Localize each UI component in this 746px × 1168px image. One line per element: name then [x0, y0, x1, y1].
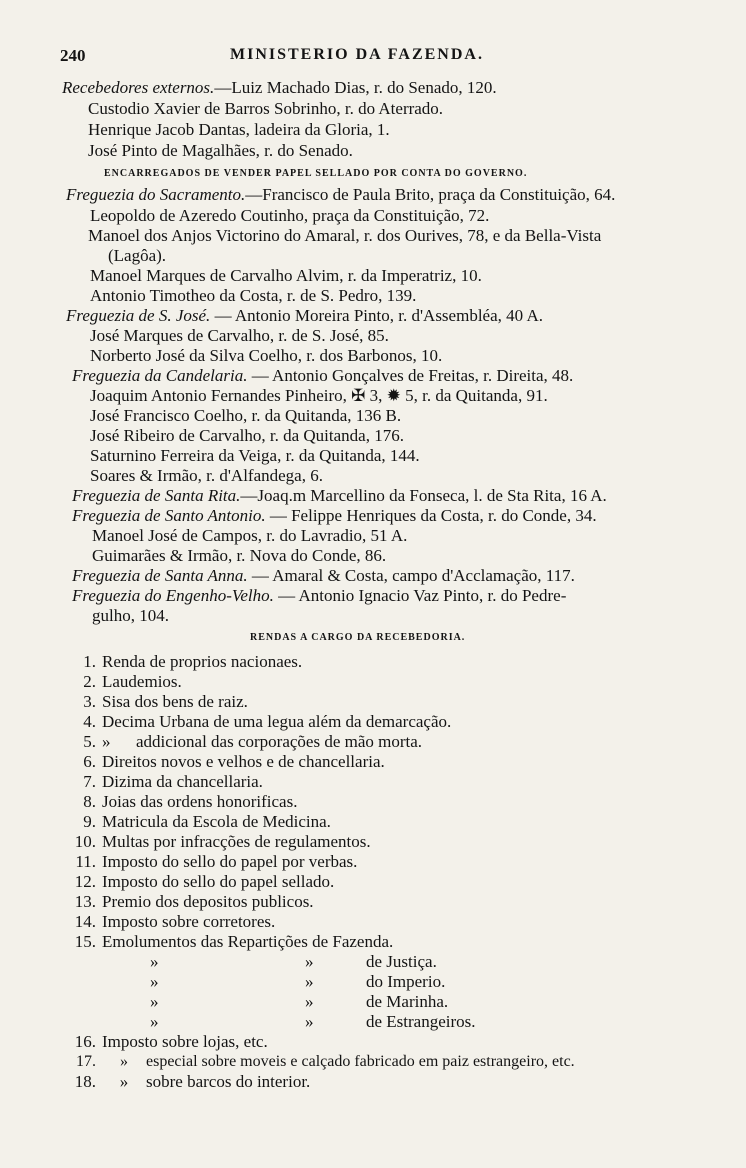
encarregados-line: Antonio Timotheo da Costa, r. de S. Pedro, 139.: [90, 286, 417, 305]
list-item: 12. Imposto do sello do papel sellado.: [74, 872, 335, 891]
list-item: 2. Laudemios.: [83, 672, 182, 691]
encarregados-line: Freguezia do Sacramento.—Francisco de Paula Brito, praça da Constituição, 64.: [66, 185, 616, 204]
encarregados-line: José Marques de Carvalho, r. de S. José, 85.: [90, 326, 389, 345]
encarregados-line: José Ribeiro de Carvalho, r. da Quitanda, 176.: [90, 426, 404, 445]
list-item: 14. Imposto sobre corretores.: [74, 912, 276, 931]
list-item: 3. Sisa dos bens de raiz.: [83, 692, 248, 711]
list-item: 13. Premio dos depositos publicos.: [74, 892, 314, 911]
page-header: [60, 46, 700, 68]
document-page: 240 MINISTERIO DA FAZENDA. Recebedores externos.—Luiz Machado Dias, r. do Senado, 120. Custodio Xavier de Barros Sobrinho, r. do Aterrado. Henrique Jacob Dantas, ladeira da Gloria, 1. José Pinto de Magalhães, r. do Senado. ENCARREGADOS DE VENDER PAPEL SELLADO POR CONTA DO GOVERNO. Freguezia do Sacramento.—Francisco de Paula Brito, praça da Constituição, 64. Leopoldo de Azeredo Coutinho, praça da Constituição, 72. Manoel dos Anjos Victorino do Amaral, r. dos Ourives, 78, e da Bella-Vista (Lagôa). Manoel Marques de Carvalho Alvim, r. da Imperatriz, 10. Antonio Timotheo da Costa, r. de S. Pedro, 139. Freguezia de S. José. — Antonio Moreira Pinto, r. d'Assembléa, 40 A. José Marques de Carvalho, r. de S. José, 85. Norberto José da Silva Coelho, r. dos Barbonos, 10. Freguezia da Candelaria. — Antonio Gonçalves de Freitas, r. Direita, 48. Joaquim Antonio Fernandes Pinheiro, ✠ 3, ✹ 5, r. da Quitanda, 91. José Francisco Coelho, r. da Quitanda, 136 B. José Ribeiro de Carvalho, r. da Quitanda, 176. Saturnino Ferreira da Veiga, r. da Quitanda, 144. Soares & Irmão, r. d'Alfandega, 6. Freguezia de Santa Rita.—Joaq.m Marcellino da Fonseca, l. de Sta Rita, 16 A. Freguezia de Santo Antonio. — Felippe Henriques da Costa, r. do Conde, 34. Manoel José de Campos, r. do Lavradio, 51 A. Guimarães & Irmão, r. Nova do Conde, 86. Freguezia de Santa Anna. — Amaral & Costa, campo d'Acclamação, 117. Freguezia do Engenho-Velho. — Antonio Ignacio Vaz Pinto, r. do Pedre- gulho, 104. RENDAS A CARGO DA RECEBEDORIA. 1. Renda de proprios nacionaes. 2. Laudemios. 3. Sisa dos bens de raiz. 4. Decima Urbana de uma legua além da demarcação. 5. » addicional das corporações de mão morta. 6. Direitos novos e velhos e de chancellaria. 7. Dizima da chancellaria. 8. Joias das ordens honorificas. 9. Matricula da Escola de Medicina. 10. Multas por infracções de regulamentos. 11. Imposto do sello do papel por verbas. 12. Imposto do sello do papel sellado. 13. Premio dos depositos publicos. 14. Imposto sobre corretores. 15. Emolumentos das Repartições de Fazenda. » » de Justiça. » » do Imperio. » » de Marinha. » » de Estrangeiros. 16. Imposto sobre lojas, etc. 17. » especial sobre moveis e calçado fabricado em paiz estrangeiro, etc. 18. » sobre barcos do interior.: [0, 0, 746, 1168]
encarregados-line: Freguezia de Santo Antonio. — Felippe Henriques da Costa, r. do Conde, 34.: [72, 506, 597, 525]
encarregados-line: Soares & Irmão, r. d'Alfandega, 6.: [90, 466, 323, 485]
recebedores-line-1: Recebedores externos.—Luiz Machado Dias, r. do Senado, 120.: [62, 78, 497, 97]
encarregados-line: Joaquim Antonio Fernandes Pinheiro, ✠ 3, ✹ 5, r. da Quitanda, 91.: [90, 386, 548, 405]
encarregados-line: Manoel dos Anjos Victorino do Amaral, r. dos Ourives, 78, e da Bella-Vista: [88, 226, 602, 245]
recebedores-line-2: Custodio Xavier de Barros Sobrinho, r. do Aterrado.: [88, 99, 444, 118]
encarregados-line: Guimarães & Irmão, r. Nova do Conde, 86.: [92, 546, 387, 565]
running-title: MINISTERIO DA FAZENDA.: [230, 46, 484, 63]
encarregados-line: Freguezia de S. José. — Antonio Moreira Pinto, r. d'Assembléa, 40 A.: [66, 306, 543, 325]
encarregados-line: Manoel José de Campos, r. do Lavradio, 51 A.: [92, 526, 408, 545]
encarregados-line: José Francisco Coelho, r. da Quitanda, 136 B.: [90, 406, 402, 425]
list-item: 16. Imposto sobre lojas, etc.: [74, 1032, 268, 1051]
list-item: 5. » addicional das corporações de mão morta.: [83, 732, 423, 751]
recebedores-line-4: José Pinto de Magalhães, r. do Senado.: [88, 141, 353, 160]
encarregados-line: Leopoldo de Azeredo Coutinho, praça da Constituição, 72.: [90, 206, 490, 225]
section-title-rendas: RENDAS A CARGO DA RECEBEDORIA.: [250, 632, 466, 643]
list-item: 4. Decima Urbana de uma legua além da demarcação.: [83, 712, 452, 731]
encarregados-line: Freguezia de Santa Rita.—Joaq.m Marcellino da Fonseca, l. de Sta Rita, 16 A.: [72, 486, 607, 505]
list-item: 10. Multas por infracções de regulamentos.: [74, 832, 371, 851]
list-item: 7. Dizima da chancellaria.: [83, 772, 263, 791]
list-item: 8. Joias das ordens honorificas.: [83, 792, 298, 811]
list-item: 1. Renda de proprios nacionaes.: [83, 652, 303, 671]
list-item: 15. Emolumentos das Repartições de Fazenda.: [74, 932, 394, 951]
encarregados-line: Norberto José da Silva Coelho, r. dos Barbonos, 10.: [90, 346, 443, 365]
list-item: 9. Matricula da Escola de Medicina.: [83, 812, 331, 831]
list-item: 17. » especial sobre moveis e calçado fabricado em paiz estrangeiro, etc.: [76, 1053, 575, 1070]
encarregados-line: Freguezia da Candelaria. — Antonio Gonçalves de Freitas, r. Direita, 48.: [72, 366, 574, 385]
section-title-encarregados: ENCARREGADOS DE VENDER PAPEL SELLADO POR CONTA DO GOVERNO.: [104, 168, 528, 179]
encarregados-line: Manoel Marques de Carvalho Alvim, r. da Imperatriz, 10.: [90, 266, 482, 285]
encarregados-line: Saturnino Ferreira da Veiga, r. da Quitanda, 144.: [90, 446, 420, 465]
list-item: 18. » sobre barcos do interior.: [74, 1072, 311, 1091]
encarregados-line: Freguezia do Engenho-Velho. — Antonio Ignacio Vaz Pinto, r. do Pedre-: [72, 586, 567, 605]
encarregados-line: Freguezia de Santa Anna. — Amaral & Costa, campo d'Acclamação, 117.: [72, 566, 575, 585]
page-number: 240: [60, 46, 86, 65]
encarregados-line: gulho, 104.: [92, 606, 169, 625]
list-item: 6. Direitos novos e velhos e de chancellaria.: [83, 752, 385, 771]
list-item: 11. Imposto do sello do papel por verbas.: [75, 852, 358, 871]
encarregados-line: (Lagôa).: [108, 246, 167, 265]
recebedores-line-3: Henrique Jacob Dantas, ladeira da Gloria, 1.: [88, 120, 390, 139]
